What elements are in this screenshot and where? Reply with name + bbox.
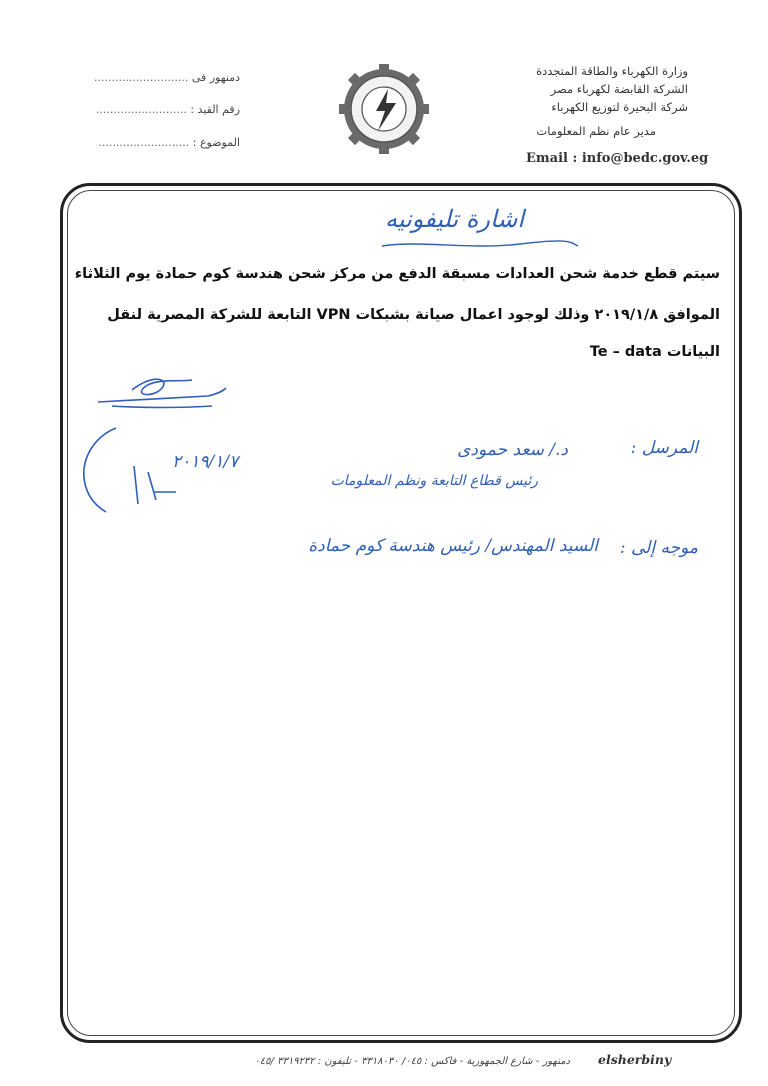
org-company: شركة البحيرة لتوزيع الكهرباء (551, 100, 688, 114)
meta-location-label: دمنهور فى (191, 71, 240, 84)
meta-location-fill: ........................... (93, 71, 189, 84)
footer-address: دمنهور - شارع الجمهورية - فاكس : ٠٤٥/ ٣٣١٨٠٣٠ - تليفون : ٣٣١٩٢٣٢ /٠٤٥ (254, 1056, 570, 1067)
meta-subject-label: الموضوع : (192, 136, 240, 149)
handwritten-date: ٢٠١٩/١/٧ (172, 452, 239, 472)
email-address: Email : info@bedc.gov.eg (526, 151, 709, 166)
footer-signature-name: elsherbiny (598, 1052, 672, 1067)
meta-reference-field (96, 103, 240, 116)
body-line-3: البيانات Te – data (589, 344, 720, 360)
company-logo (338, 63, 430, 155)
sender-label: المرسل : (630, 438, 698, 458)
meta-location-field (94, 71, 240, 84)
handwritten-title: اشارة تليفونيه (385, 205, 525, 233)
org-department: مدير عام نظم المعلومات (536, 124, 656, 138)
sender-title: رئيس قطاع التابعة ونظم المعلومات (330, 473, 538, 489)
meta-reference-fill: .......................... (95, 103, 187, 116)
gear-logo-icon (338, 63, 430, 155)
signature-scribble-icon (92, 372, 232, 422)
meta-subject-field (98, 136, 240, 149)
meta-reference-label: رقم القيد : (190, 103, 240, 116)
org-ministry: وزارة الكهرباء والطاقة المتجددة (536, 64, 688, 78)
body-line-1: سيتم قطع خدمة شحن العدادات مسبقة الدفع من مركز شحن هندسة كوم حمادة يوم الثلاثاء (74, 266, 720, 282)
title-underline-icon (380, 238, 580, 252)
body-line-2: الموافق ٢٠١٩/١/٨ وذلك لوجود اعمال صيانة بشبكات VPN التابعة للشركة المصرية لنقل (107, 307, 720, 323)
recipient-value: السيد المهندس/ رئيس هندسة كوم حمادة (308, 536, 598, 556)
sender-name: د./ سعد حمودى (457, 440, 568, 460)
recipient-label: موجه إلى : (619, 538, 698, 558)
meta-subject-fill: .......................... (98, 136, 190, 149)
date-bracket-icon (76, 426, 296, 526)
org-holding: الشركة القابضة لكهرباء مصر (550, 82, 688, 96)
